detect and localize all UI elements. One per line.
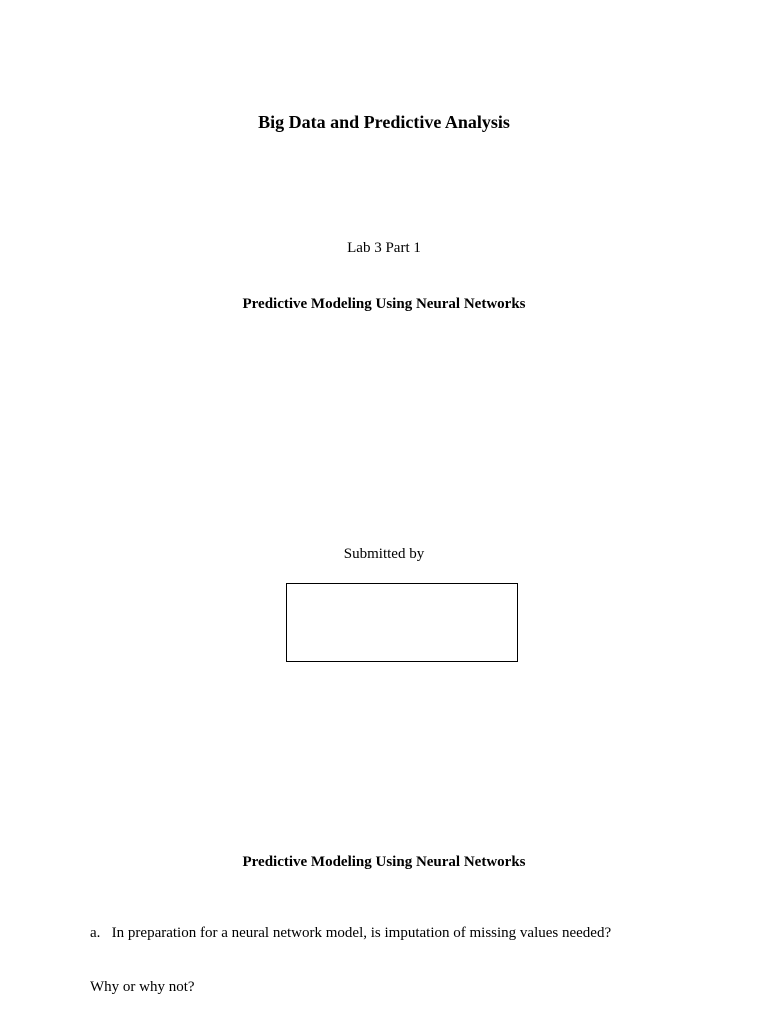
question-text: In preparation for a neural network model, is imputation of missing values needed? [111,925,612,941]
lab-label: Lab 3 Part 1 [347,240,421,256]
submitted-by-label: Submitted by [343,546,425,562]
submitter-name-box[interactable] [286,583,518,662]
question-marker: a. [90,925,101,941]
question-line-2: Why or why not? [90,979,195,995]
section-heading: Predictive Modeling Using Neural Networks [242,854,526,870]
question-line-1 [90,924,690,942]
question-item [90,888,690,1014]
document-subtitle: Predictive Modeling Using Neural Networks [242,296,526,312]
document-title: Big Data and Predictive Analysis [258,112,510,132]
